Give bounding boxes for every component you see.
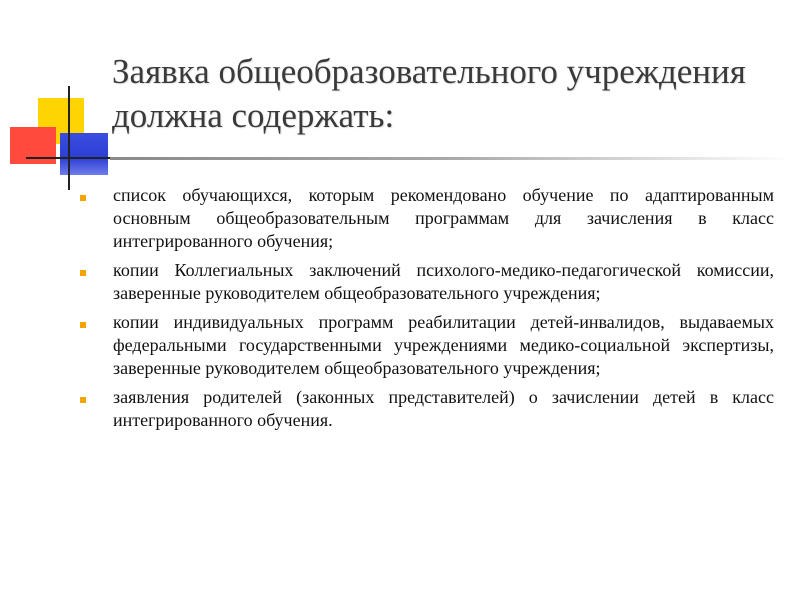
logo-vertical-line (68, 86, 70, 190)
list-item-text: заявления родителей (законных представителей) о зачислении детей в класс интегрированного обучения. (113, 387, 774, 430)
bullet-square-icon (80, 322, 86, 328)
bullet-square-icon (80, 195, 86, 201)
title-divider (110, 157, 790, 160)
list-item (78, 311, 774, 380)
list-item (78, 184, 774, 253)
bullet-square-icon (80, 397, 86, 403)
bullet-square-icon (80, 270, 86, 276)
list-item-text: список обучающихся, которым рекомендовано обучение по адаптированным основным общеобразовательным программам для зачисления в класс интегрированного обучения; (113, 185, 774, 251)
bullet-list (78, 184, 774, 438)
list-item-text: копии Коллегиальных заключений психолого-медико-педагогической комиссии, заверенные руководителем общеобразовательного учреждения; (113, 260, 774, 303)
logo-horizontal-line (26, 157, 110, 159)
list-item-text: копии индивидуальных программ реабилитации детей-инвалидов, выдаваемых федеральными государственными учреждениями медико-социальной экспертизы, заверенные руководителем общеобразовательного учреждения; (113, 312, 774, 378)
list-item (78, 386, 774, 432)
slide-title: Заявка общеобразовательного учреждения должна содержать: (112, 52, 746, 135)
list-item (78, 259, 774, 305)
